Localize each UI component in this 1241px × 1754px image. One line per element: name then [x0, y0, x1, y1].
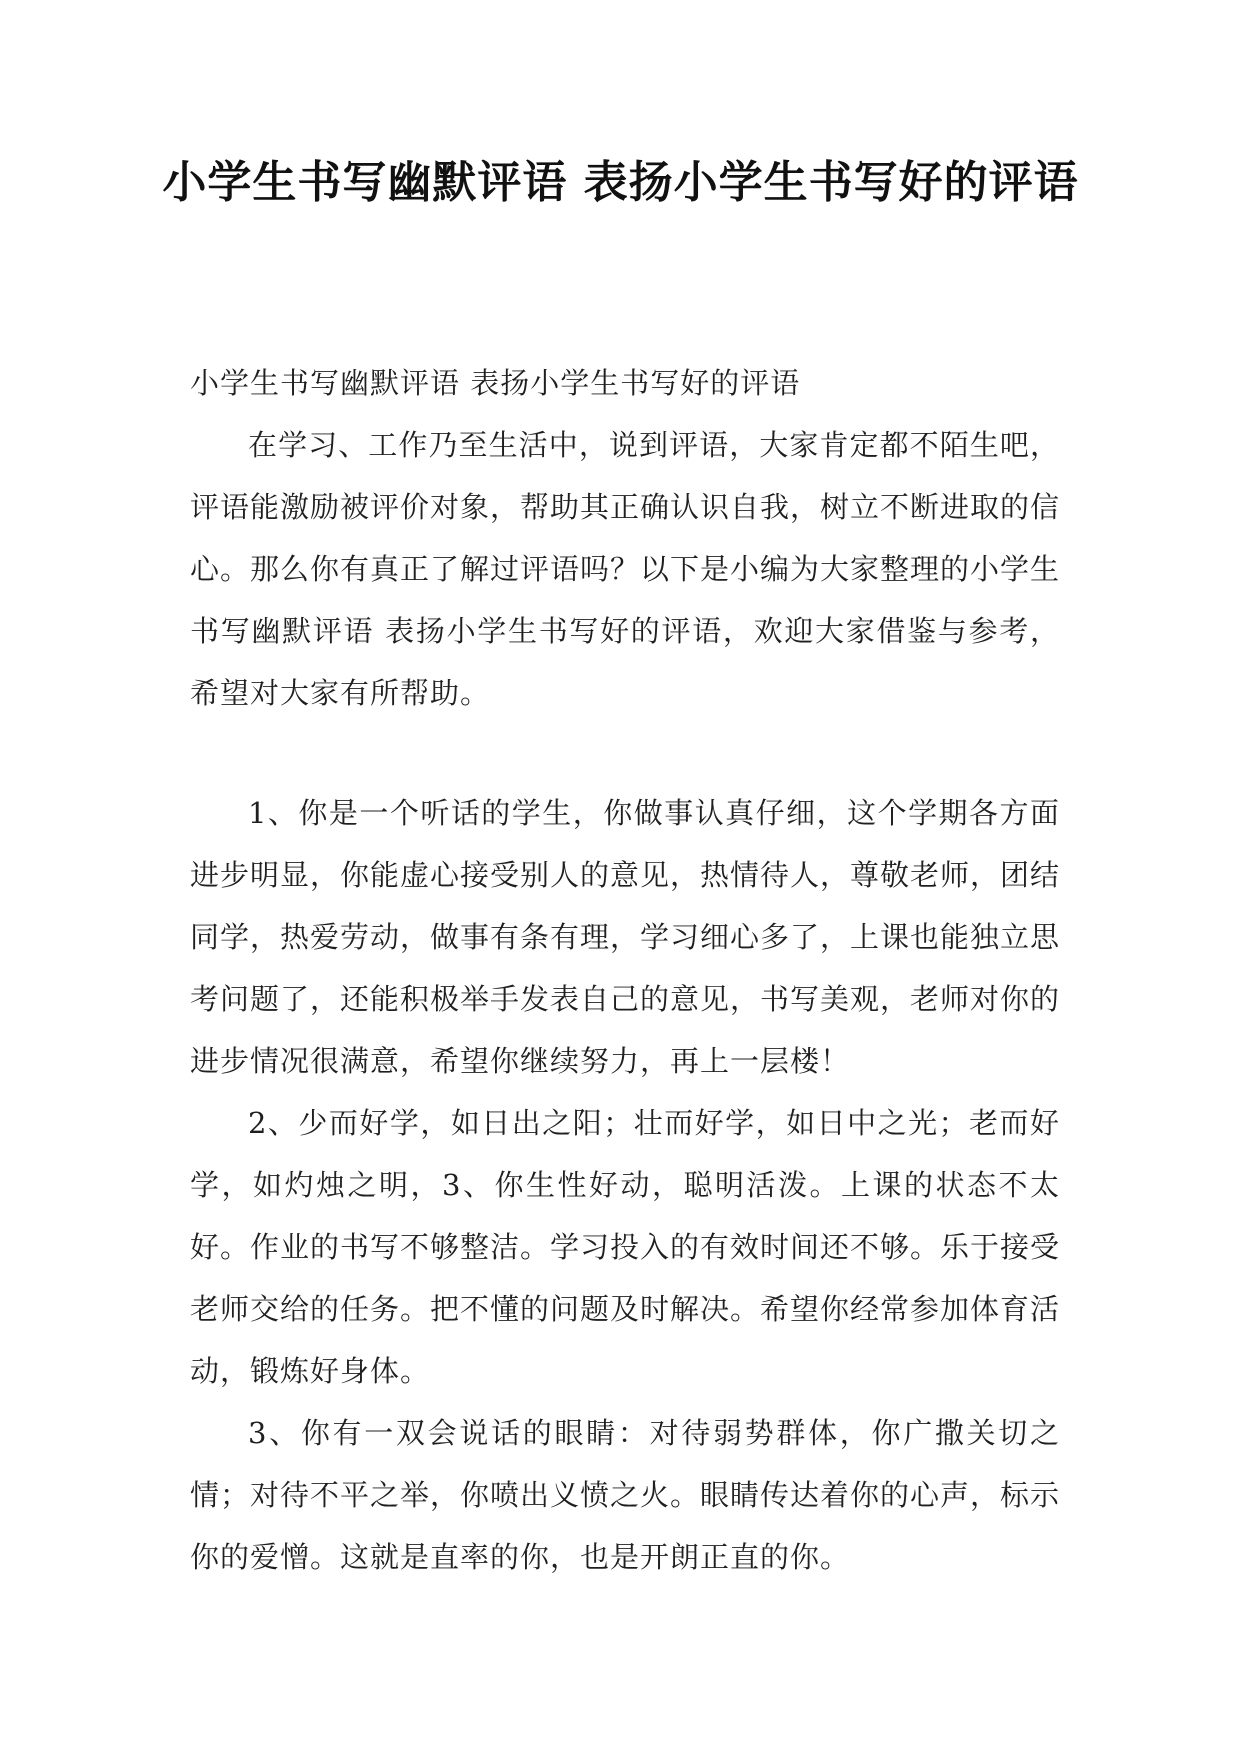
comment-item-2: 2、少而好学，如日出之阳；壮而好学，如日中之光；老而好学，如灼烛之明，3、你生性好动，聪明活泼。上课的状态不太好。作业的书写不够整洁。学习投入的有效时间还不够。乐于接受老师交给的任务。把不懂的问题及时解决。希望你经常参加体育活动，锻炼好身体。 [190, 1106, 1061, 1388]
document-title: 小学生书写幽默评语 表扬小学生书写好的评语 [162, 157, 1079, 208]
comment-item-1: 1、你是一个听话的学生，你做事认真仔细，这个学期各方面进步明显，你能虚心接受别人的意见，热情待人，尊敬老师，团结同学，热爱劳动，做事有条有理，学习细心多了，上课也能独立思考问题了，还能积极举手发表自己的意见，书写美观，老师对你的进步情况很满意，希望你继续努力，再上一层楼！ [190, 796, 1061, 1078]
intro-paragraph: 在学习、工作乃至生活中，说到评语，大家肯定都不陌生吧，评语能激励被评价对象，帮助其正确认识自我，树立不断进取的信心。那么你有真正了解过评语吗？以下是小编为大家整理的小学生书写幽默评语 表扬小学生书写好的评语，欢迎大家借鉴与参考，希望对大家有所帮助。 [190, 428, 1061, 710]
comment-item-3: 3、你有一双会说话的眼睛：对待弱势群体，你广撒关切之情；对待不平之举，你喷出义愤之火。眼睛传达着你的心声，标示你的爱憎。这就是直率的你，也是开朗正直的你。 [190, 1416, 1061, 1574]
document-subtitle: 小学生书写幽默评语 表扬小学生书写好的评语 [190, 366, 801, 400]
document-body [190, 352, 1060, 1588]
